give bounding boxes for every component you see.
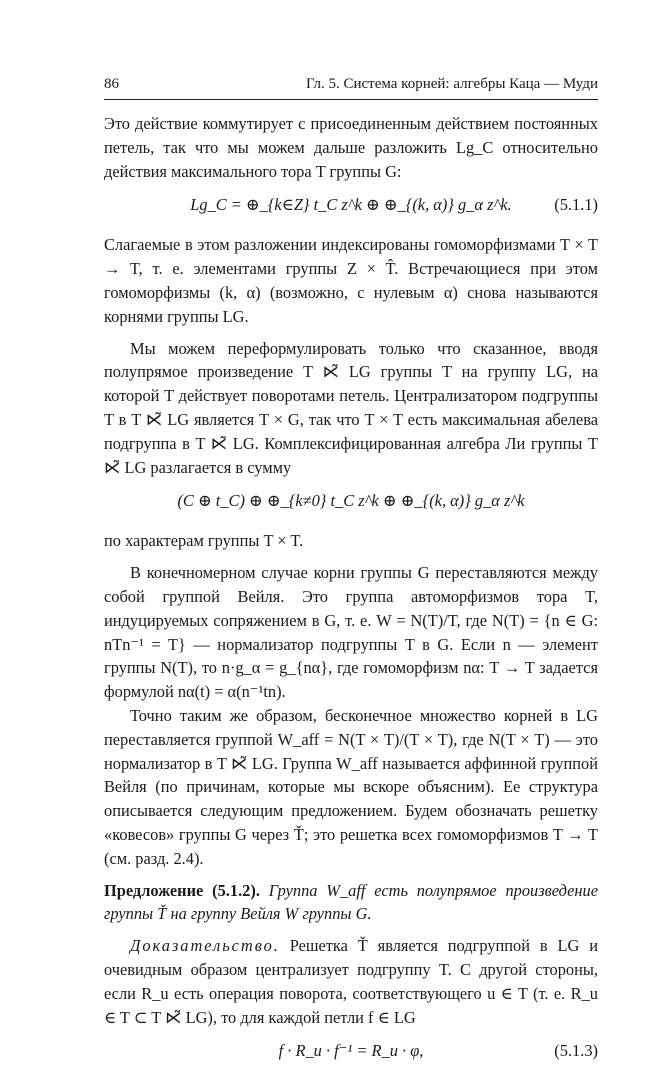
paragraph-3: Мы можем переформулировать только что сказанное, вводя полупрямое произведение T ⋉̃ LG группы T на группу LG, на которой T действует поворотами петель. Централизатором подгруппы T в T ⋉̃ LG является T × G, так что T × T есть максимальная абелева подгруппа в T ⋉̃ LG. Комплексифицированная алгебра Ли группы T ⋉̃ LG разлагается в сумму [104,338,598,477]
proposition-title: Предложение (5.1.2). [104,880,260,900]
equation-5-1-1 [104,183,598,233]
proposition-5-1-2 [104,879,598,927]
equation-5-1-3 [104,1029,598,1079]
proof-text: Решетка Ť является подгруппой в LG и очевидным образом централизует подгруппу T. С другой стороны, если R_u есть операция поворота, соответствующего u ∈ T (т. е. R_u ∈ T ⊂ T ⋉̃ LG), то для каждой петли f ∈ LG [104,936,598,1027]
equation-text: Lg_C = ⊕_{k∈Z} t_C z^k ⊕ ⊕_{(k, α)} g_α z^k. [190,195,512,215]
proof-label: Доказательство. [130,936,280,956]
proof-paragraph [104,934,598,1029]
paragraph-3-continued: по характерам группы T × T. [104,531,304,551]
equation-sum [104,479,598,529]
header-rule [104,99,598,100]
equation-number: (5.1.3) [554,1041,598,1061]
equation-text: (C ⊕ t_C) ⊕ ⊕_{k≠0} t_C z^k ⊕ ⊕_{(k, α)} g_α z^k [177,491,525,511]
paragraph-1: Это действие коммутирует с присоединенным действием постоянных петель, так что мы можем дальше разложить Lg_C относительно действия максимального тора T группы G: [104,114,598,181]
paragraph-4: В конечномерном случае корни группы G переставляются между собой группой Вейля. Это группа автоморфизмов тора T, индуцируемых сопряжением в G, т. е. W = N(T)/T, где N(T) = {n ∈ G: nTn⁻¹ = T} — нормализатор подгруппы T в G. Если n — элемент группы N(T), то n·g_α = g_{nα}, где гомоморфизм nα: T → T задается формулой nα(t) = α(n⁻¹tn). [104,563,598,702]
paragraph-5: Точно таким же образом, бесконечное множество корней в LG переставляется группой W_aff = N(T × T)/(T × T), где N(T × T) — это нормализатор в T ⋉̃ LG. Группа W_aff называется аффинной группой Вейля (по причинам, которые мы вскоре объясним). Ее структура описывается следующим предложением. Будем обозначать решетку «ковесов» группы G через Ť; это решетка всех гомоморфизмов T → T (см. разд. 2.4). [104,705,598,868]
running-head-title: Гл. 5. Система корней: алгебры Каца — Муди [305,76,598,92]
equation-number: (5.1.1) [554,195,598,215]
page-number: 86 [104,76,119,92]
paragraph-2: Слагаемые в этом разложении индексированы гомоморфизмами T × T → T, т. е. элементами группы Z × T̂. Встречающиеся при этом гомоморфизмы (k, α) (возможно, с нулевым α) снова называются корнями группы LG. [104,235,598,326]
running-header [104,76,598,98]
page-body [104,112,598,1079]
proposition-text: Группа W_aff есть полупрямое произведение группы Ť на группу Вейля W группы G. [104,880,598,924]
equation-text: f · R_u · f⁻¹ = R_u · φ, [278,1041,424,1061]
